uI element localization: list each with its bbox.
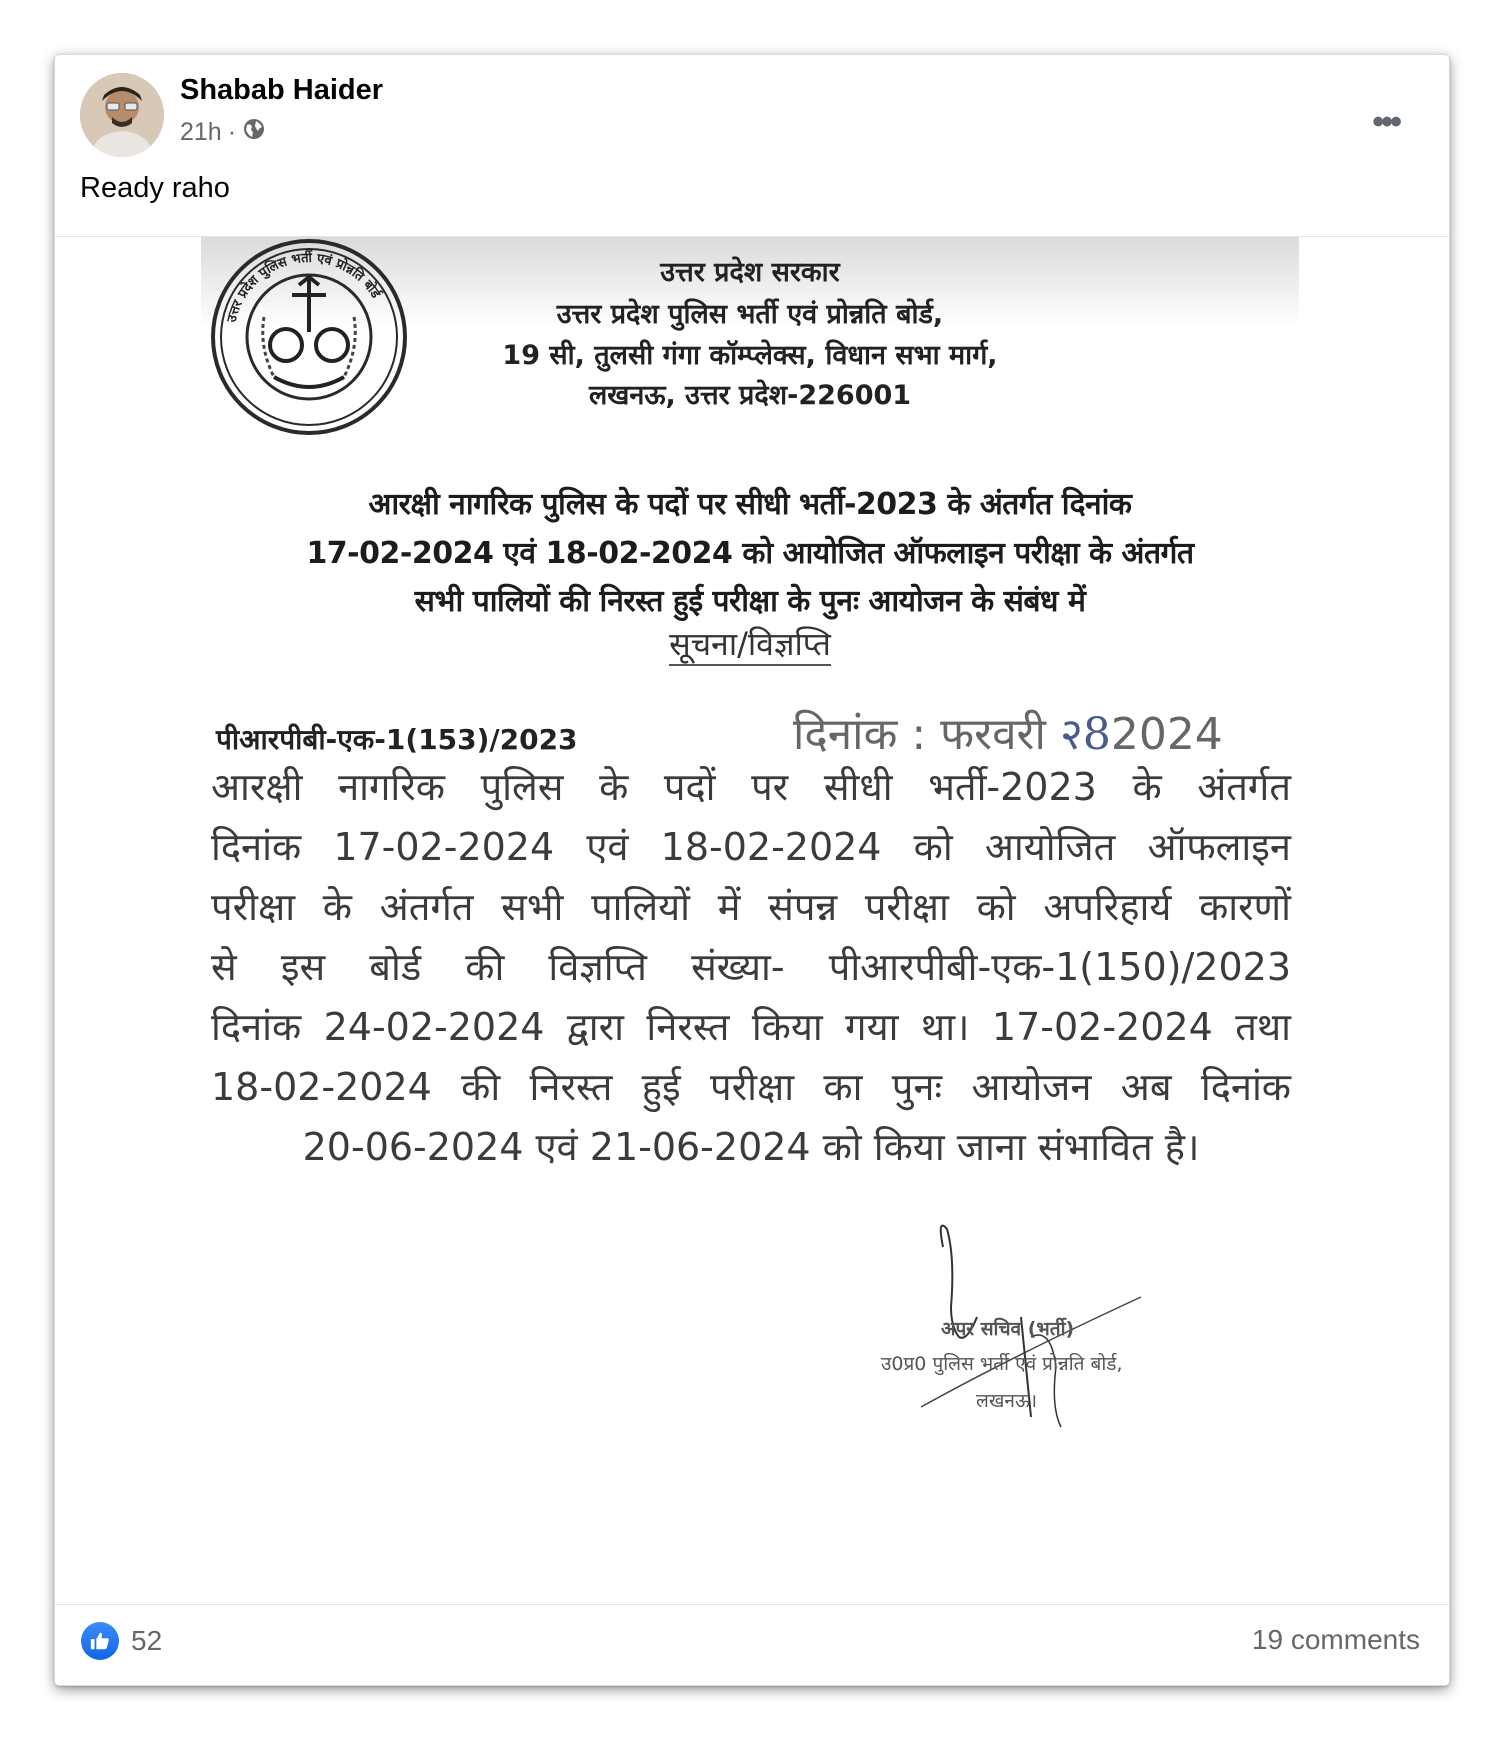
body-line6: 18-02-2024 की निरस्त हुई परीक्षा का पुनः आयोजन अब दिनांक [211,1065,1291,1109]
author-name[interactable]: Shabab Haider [180,74,384,106]
subject-line3: सभी पालियों की निरस्त हुई परीक्षा के पुनः आयोजन के संबंध में [414,584,1086,619]
body-line3: परीक्षा के अंतर्गत सभी पालियों में संपन्न परीक्षा को अपरिहार्य कारणों [211,885,1291,929]
post-time[interactable]: 21h [180,118,222,146]
body-line2: दिनांक 17-02-2024 एवं 18-02-2024 को आयोजित ऑफलाइन [211,825,1291,869]
reference-number: पीआरपीबी-एक-1(153)/2023 [216,723,578,756]
signatory-city: लखनऊ। [976,1390,1038,1412]
reactions[interactable] [81,1622,162,1660]
notice-title-text: सूचना/विज्ञप्ति [669,625,831,666]
like-icon [81,1622,119,1660]
meta-separator: · [227,118,237,146]
gov-header-line1: उत्तर प्रदेश सरकार [660,257,840,288]
seal-text: उत्तर प्रदेश पुलिस भर्ती एवं प्रोन्नति बोर्ड [224,250,383,324]
date-year: 2024 [1110,709,1223,760]
post-caption: Ready raho [80,172,230,204]
body-line7: 20-06-2024 एवं 21-06-2024 को किया जाना संभावित है। [302,1125,1200,1169]
date-prefix: दिनांक : फरवरी [793,709,1046,760]
notice-date [793,702,1223,762]
body-line4: से इस बोर्ड की विज्ञप्ति संख्या- पीआरपीबी-एक-1(150)/2023 [211,945,1291,989]
avatar[interactable] [80,73,164,157]
signatory-designation: अपर सचिव (भर्ती) [941,1318,1075,1340]
signature-block [881,1217,1211,1477]
signature-icon [881,1217,1211,1477]
notice-title [201,622,1299,665]
globe-icon [242,117,266,148]
gov-header-line3: 19 सी, तुलसी गंगा कॉम्प्लेक्स, विधान सभा मार्ग, [502,340,998,371]
subject-line1: आरक्षी नागरिक पुलिस के पदों पर सीधी भर्ती-2023 के अंतर्गत दिनांक [368,487,1132,522]
body-line5: दिनांक 24-02-2024 द्वारा निरस्त किया गया था। 17-02-2024 तथा [211,1005,1291,1049]
body-line1: आरक्षी नागरिक पुलिस के पदों पर सीधी भर्ती-2023 के अंतर्गत [211,765,1291,809]
post-meta [180,117,266,148]
gov-header-line4: लखनऊ, उत्तर प्रदेश-226001 [588,380,912,411]
more-options-icon[interactable]: ••• [1372,103,1399,141]
post-photo[interactable] [201,237,1299,1587]
gov-header-line2: उत्तर प्रदेश पुलिस भर्ती एवं प्रोन्नति बोर्ड, [556,299,944,330]
comments-count[interactable]: 19 comments [1251,1624,1420,1655]
post-card [55,55,1449,1685]
date-day: २8 [1059,709,1111,760]
subject-line2: 17-02-2024 एवं 18-02-2024 को आयोजित ऑफलाइन परीक्षा के अंतर्गत [306,536,1194,571]
signatory-office: उ0प्र0 पुलिस भर्ती एवं प्रोन्नति बोर्ड, [881,1353,1123,1375]
like-count: 52 [131,1625,163,1656]
divider [55,1604,1449,1605]
